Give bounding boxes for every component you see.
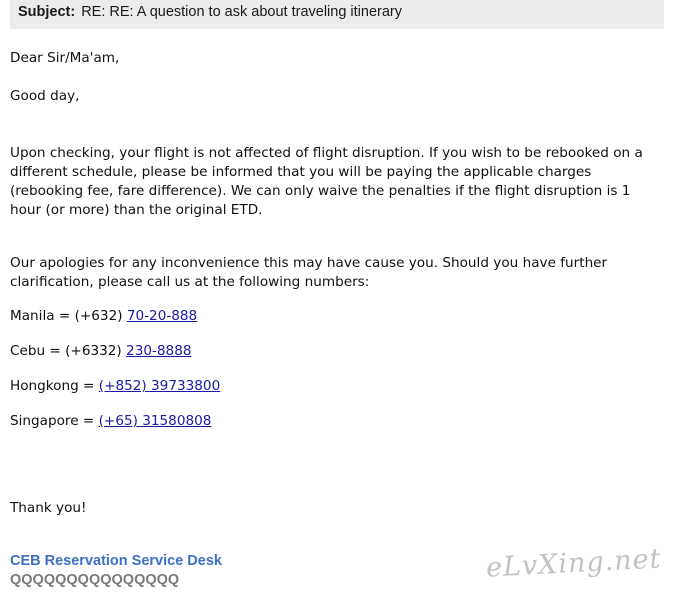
paragraph-1-line: hour (or more) than the original ETD. [10, 202, 263, 218]
contact-label: Manila = (+632) [10, 308, 127, 324]
email-closing: Thank you! [10, 500, 87, 516]
contact-label: Hongkong = [10, 378, 99, 394]
signature-name: CEB Reservation Service Desk [10, 553, 222, 569]
contact-manila [10, 307, 197, 326]
watermark-logo: eLvXing.net [485, 543, 663, 584]
phone-link-hongkong[interactable]: (+852) 39733800 [98, 378, 221, 394]
email-paragraph-2 [10, 254, 660, 292]
phone-link-singapore[interactable]: (+65) 31580808 [98, 413, 212, 429]
paragraph-1-line: Upon checking, your flight is not affected of flight disruption. If you wish to be rebooked on a [10, 145, 643, 161]
contact-cebu [10, 342, 192, 361]
phone-link-manila[interactable]: 70-20-888 [126, 308, 198, 324]
subject-text: RE: RE: A question to ask about traveling itinerary [81, 4, 402, 20]
contact-singapore [10, 412, 211, 431]
paragraph-1-line: (rebooking fee, fare difference). We can only waive the penalties if the flight disruption is 1 [10, 183, 631, 199]
contact-label: Cebu = (+6332) [10, 343, 127, 359]
signature-subtitle: QQQQQQQQQQQQQQQ [10, 572, 180, 588]
contact-hongkong [10, 377, 220, 396]
phone-link-cebu[interactable]: 230-8888 [126, 343, 192, 359]
email-greeting: Dear Sir/Ma'am, [10, 50, 120, 66]
paragraph-2-line: clarification, please call us at the following numbers: [10, 274, 370, 290]
paragraph-2-line: Our apologies for any inconvenience this may have cause you. Should you have further [10, 255, 608, 271]
email-opening: Good day, [10, 88, 80, 104]
subject-header [10, 0, 664, 29]
contact-label: Singapore = [10, 413, 99, 429]
paragraph-1-line: different schedule, please be informed that you will be paying the applicable charges [10, 164, 592, 180]
email-paragraph-1 [10, 144, 660, 220]
subject-label: Subject: [18, 4, 76, 20]
